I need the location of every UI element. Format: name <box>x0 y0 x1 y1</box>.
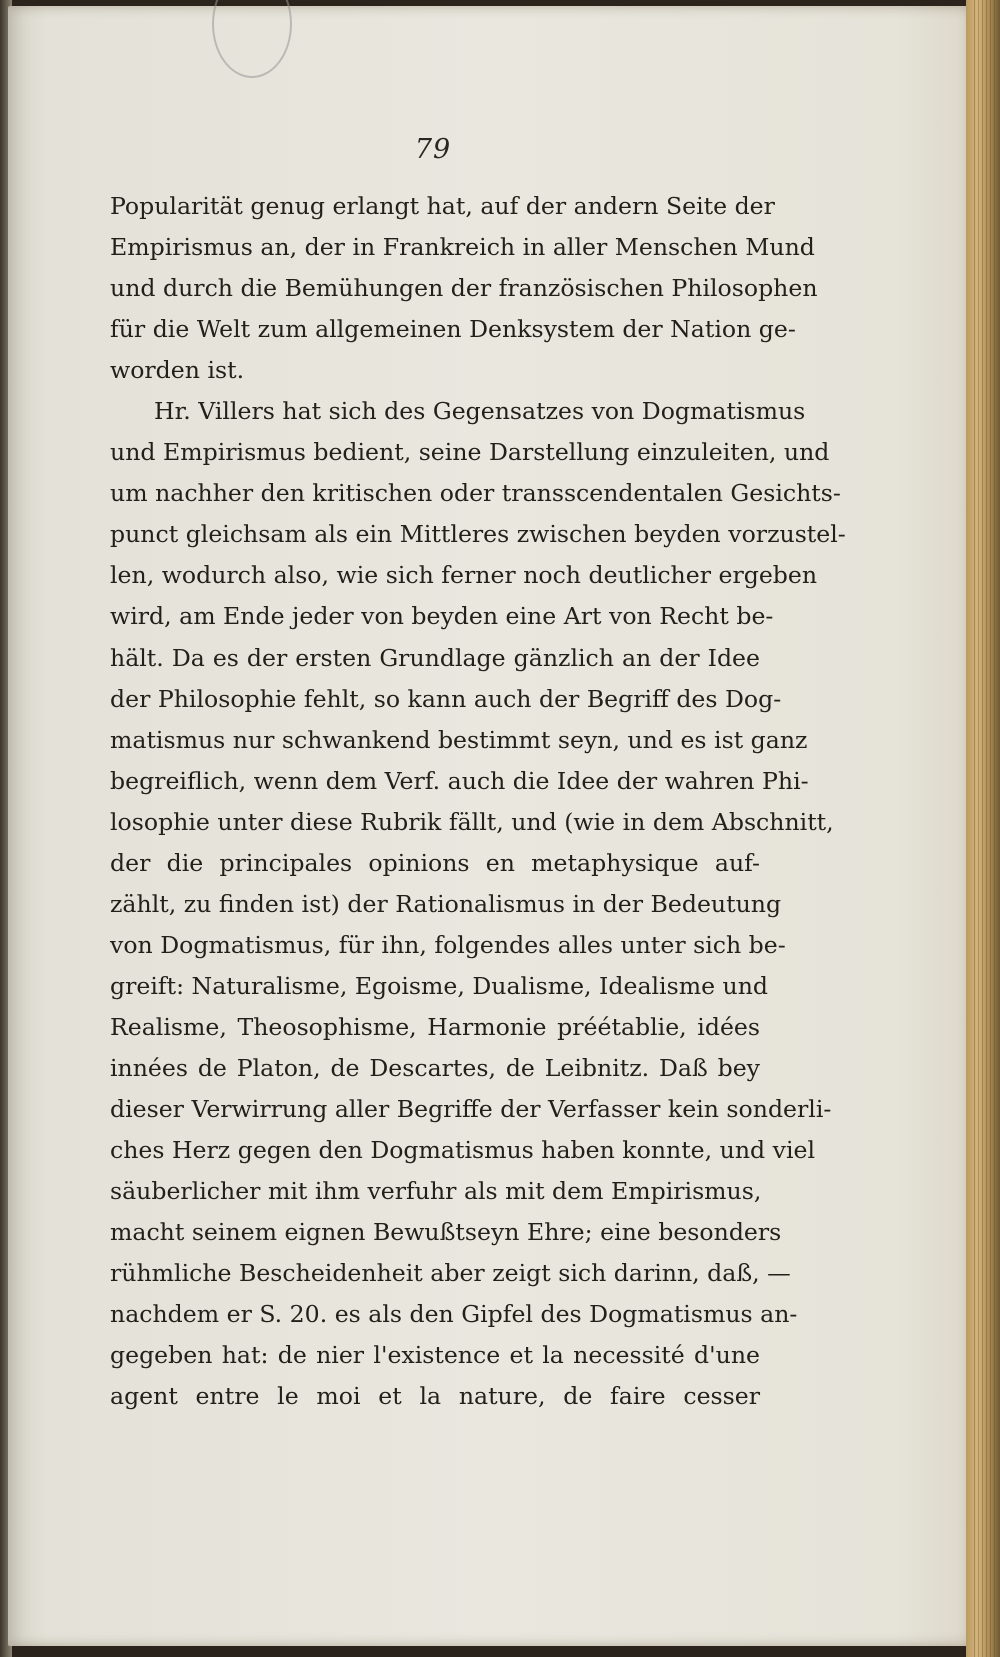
text-line: worden ist. <box>110 356 245 385</box>
text-line: greift: Naturalisme, Egoisme, Dualisme, Idealisme und <box>110 971 769 1000</box>
text-line: Realisme, Theosophisme, Harmonie préétablie, idées <box>110 1012 760 1041</box>
text-line: gegeben hat: de nier l'existence et la necessité d'une <box>110 1341 760 1370</box>
text-line: von Dogmatismus, für ihn, folgendes alles unter sich be- <box>110 930 786 959</box>
text-line: dieser Verwirrung aller Begriffe der Verfasser kein sonderli- <box>110 1095 832 1124</box>
text-line: agent entre le moi et la nature, de faire cesser <box>110 1382 760 1411</box>
text-line: len, wodurch also, wie sich ferner noch deutlicher ergeben <box>110 561 818 590</box>
text-line: innées de Platon, de Descartes, de Leibnitz. Daß bey <box>110 1053 760 1082</box>
text-line: macht seinem eignen Bewußtseyn Ehre; eine besonders <box>110 1218 782 1247</box>
text-line: der Philosophie fehlt, so kann auch der Begriff des Dog- <box>110 684 782 713</box>
text-line: wird, am Ende jeder von beyden eine Art von Recht be- <box>110 602 774 631</box>
text-line: matismus nur schwankend bestimmt seyn, und es ist ganz <box>110 725 808 754</box>
text-line: Popularität genug erlangt hat, auf der andern Seite der <box>110 192 775 220</box>
text-line: säuberlicher mit ihm verfuhr als mit dem Empirismus, <box>110 1177 762 1206</box>
page-body-text <box>110 186 846 1417</box>
page-number: 79 <box>414 134 452 165</box>
text-line: losophie unter diese Rubrik fällt, und (wie in dem Abschnitt, <box>110 807 834 836</box>
text-line: hält. Da es der ersten Grundlage gänzlich an der Idee <box>110 643 760 672</box>
text-line: punct gleichsam als ein Mittleres zwischen beyden vorzustel- <box>110 520 846 549</box>
text-line: und Empirismus bedient, seine Darstellung einzuleiten, und <box>110 438 830 467</box>
text-line: für die Welt zum allgemeinen Denksystem der Nation ge- <box>110 315 796 344</box>
text-line: begreiflich, wenn dem Verf. auch die Idee der wahren Phi- <box>110 766 809 795</box>
text-line: nachdem er S. 20. es als den Gipfel des Dogmatismus an- <box>110 1300 798 1329</box>
text-line: rühmliche Bescheidenheit aber zeigt sich darinn, daß, — <box>110 1259 791 1288</box>
text-line: zählt, zu finden ist) der Rationalismus in der Bedeutung <box>110 889 782 918</box>
page-edge-lines <box>974 0 996 1657</box>
text-line: Hr. Villers hat sich des Gegensatzes von Dogmatismus <box>154 397 806 426</box>
text-line: Empirismus an, der in Frankreich in aller Menschen Mund <box>110 233 815 262</box>
text-line: um nachher den kritischen oder transscendentalen Gesichts- <box>110 479 841 508</box>
text-line: und durch die Bemühungen der französischen Philosophen <box>110 274 818 303</box>
text-line: der die principales opinions en metaphysique auf- <box>110 848 760 877</box>
text-line: ches Herz gegen den Dogmatismus haben konnte, und viel <box>110 1136 816 1165</box>
